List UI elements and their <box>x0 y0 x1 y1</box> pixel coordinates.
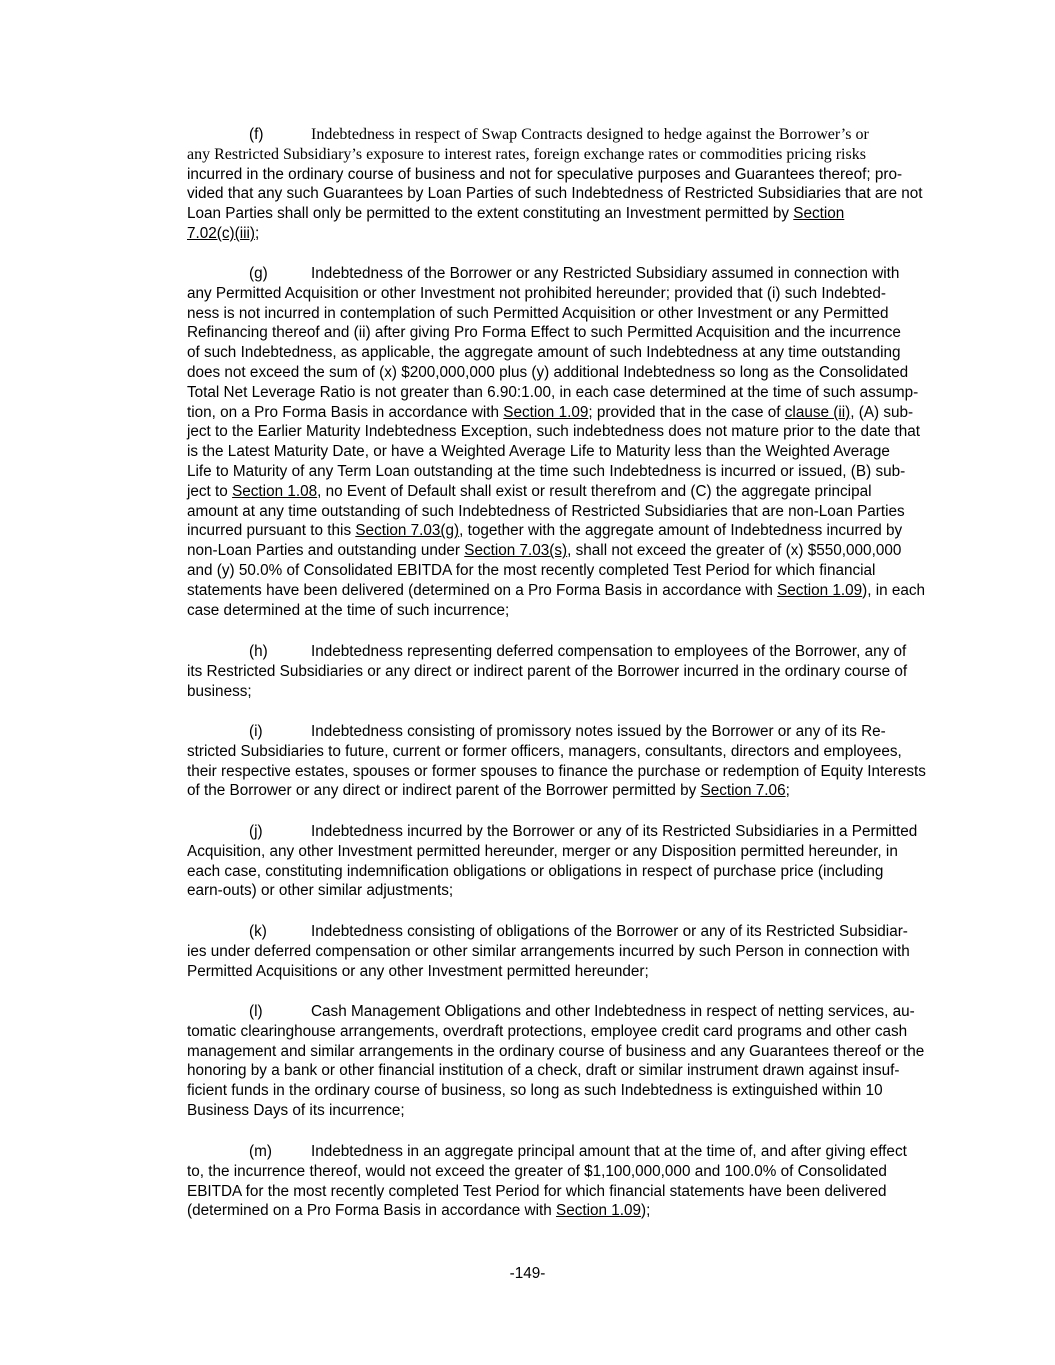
section-ref-link[interactable]: 7.02(c)(iii) <box>187 224 255 242</box>
paragraph-h-text-2: its Restricted Subsidiaries or any direct or indirect parent of the Borrower incurred in the ordinary course of <box>187 662 908 680</box>
paragraph-h <box>187 642 932 701</box>
paragraph-g-text-17a: statements have been delivered (determined on a Pro Forma Basis in accordance with <box>187 581 778 599</box>
paragraph-i <box>187 722 932 801</box>
section-ref-link[interactable]: Section 1.09 <box>556 1202 642 1220</box>
paragraph-i-text-4b: ; <box>785 782 790 800</box>
paragraph-l-text-4: honoring by a bank or other financial institution of a check, draft or similar instrument drawn against insuf- <box>187 1062 900 1080</box>
paragraph-m-text-4b: ); <box>641 1202 651 1220</box>
paragraph-g-text-4: Refinancing thereof and (ii) after giving Pro Forma Effect to such Permitted Acquisition and the incurrence <box>187 324 901 342</box>
paragraph-i-text-1: Indebtedness consisting of promissory notes issued by the Borrower or any of its Re- <box>311 723 886 740</box>
paragraph-g <box>187 264 932 620</box>
paragraph-f-label: (f) <box>249 126 264 143</box>
paragraph-g-text-12b: , no Event of Default shall exist or result therefrom and (C) the aggregate principal <box>317 482 872 500</box>
paragraph-l-text-5: ficient funds in the ordinary course of business, so long as such Indebtedness is extinguished within 10 <box>187 1082 883 1100</box>
paragraph-k <box>187 922 932 981</box>
paragraph-m-text-2: to, the incurrence thereof, would not exceed the greater of $1,100,000,000 and 100.0% of Consolidated <box>187 1162 887 1180</box>
paragraph-f-text-3: incurred in the ordinary course of business and not for speculative purposes and Guarantees thereof; pro- <box>187 165 903 183</box>
clause-ref-link[interactable]: clause (ii) <box>784 403 851 421</box>
punctuation: ; <box>255 224 260 242</box>
section-ref-link[interactable]: Section 7.06 <box>700 782 786 800</box>
paragraph-m <box>187 1142 932 1221</box>
section-ref-link[interactable]: Section 7.03(g) <box>355 522 460 540</box>
paragraph-g-text-14a: incurred pursuant to this <box>187 522 356 540</box>
paragraph-l-text-1: Cash Management Obligations and other Indebtedness in respect of netting services, au- <box>311 1003 915 1020</box>
section-ref-link[interactable]: Section 1.09 <box>503 403 589 421</box>
paragraph-j-label: (j) <box>249 823 263 840</box>
paragraph-f-text-5: Loan Parties shall only be permitted to the extent constituting an Investment permitted by <box>187 205 794 223</box>
paragraph-g-text-7: Total Net Leverage Ratio is not greater than 6.90:1.00, in each case determined at the time of such assump- <box>187 383 919 401</box>
paragraph-m-text-1: Indebtedness in an aggregate principal amount that at the time of, and after giving effect <box>311 1143 907 1160</box>
paragraph-g-text-17b: ), in each <box>862 581 926 599</box>
paragraph-g-text-8c: , (A) sub- <box>850 403 914 421</box>
paragraph-l <box>187 1002 932 1121</box>
paragraph-h-text-1: Indebtedness representing deferred compensation to employees of the Borrower, any of <box>311 643 907 660</box>
paragraph-g-text-6: does not exceed the sum of (x) $200,000,000 plus (y) additional Indebtedness so long as the Consolidated <box>187 363 909 381</box>
paragraph-l-text-6: Business Days of its incurrence; <box>187 1101 405 1119</box>
paragraph-f-text-1: Indebtedness in respect of Swap Contracts designed to hedge against the Borrower’s or <box>311 126 869 143</box>
paragraph-i-label: (i) <box>249 723 263 740</box>
paragraph-g-text-12a: ject to <box>187 482 233 500</box>
section-ref-link[interactable]: Section 7.03(s) <box>464 542 568 560</box>
paragraph-j-text-4: earn-outs) or other similar adjustments; <box>187 882 454 900</box>
paragraph-g-text-5: of such Indebtedness, as applicable, the aggregate amount of such Indebtedness at any time outstanding <box>187 344 901 362</box>
paragraph-m-text-3: EBITDA for the most recently completed Test Period for which financial statements have been delivered <box>187 1182 887 1200</box>
paragraph-g-label: (g) <box>249 265 268 282</box>
paragraph-h-label: (h) <box>249 643 268 660</box>
paragraph-m-text-4a: (determined on a Pro Forma Basis in accordance with <box>187 1202 556 1220</box>
paragraph-f <box>187 125 932 244</box>
paragraph-j-text-1: Indebtedness incurred by the Borrower or any of its Restricted Subsidiaries in a Permitted <box>311 823 918 840</box>
paragraph-g-text-16: and (y) 50.0% of Consolidated EBITDA for the most recently completed Test Period for which financial <box>187 561 876 579</box>
paragraph-g-text-15a: non-Loan Parties and outstanding under <box>187 542 465 560</box>
page-number: -149- <box>509 1265 546 1282</box>
paragraph-g-text-15b: , shall not exceed the greater of (x) $550,000,000 <box>567 542 902 560</box>
paragraph-g-text-14b: , together with the aggregate amount of Indebtedness incurred by <box>459 522 903 540</box>
paragraph-g-text-3: ness is not incurred in contemplation of such Permitted Acquisition or other Investment or any Permitted <box>187 304 889 322</box>
paragraph-f-text-2: any Restricted Subsidiary’s exposure to interest rates, foreign exchange rates or commodities pricing risks <box>187 145 866 163</box>
paragraph-g-text-10: is the Latest Maturity Date, or have a Weighted Average Life to Maturity less than the Weighted Average <box>187 443 890 461</box>
paragraph-g-text-11: Life to Maturity of any Term Loan outstanding at the time such Indebtedness is incurred or issued, (B) sub- <box>187 462 906 480</box>
paragraph-g-text-9: ject to the Earlier Maturity Indebtedness Exception, such indebtedness does not mature prior to the date that <box>187 423 920 441</box>
paragraph-j-text-2: Acquisition, any other Investment permitted hereunder, merger or any Disposition permitted hereunder, in <box>187 842 898 860</box>
paragraph-h-text-3: business; <box>187 682 252 700</box>
paragraph-g-text-8b: ; provided that in the case of <box>588 403 785 421</box>
paragraph-l-text-2: tomatic clearinghouse arrangements, overdraft protections, employee credit card programs and other cash <box>187 1022 908 1040</box>
paragraph-g-text-2: any Permitted Acquisition or other Investment not prohibited hereunder; provided that (i) such Indebted- <box>187 284 886 302</box>
paragraph-j-text-3: each case, constituting indemnification obligations or obligations in respect of purchase price (including <box>187 862 884 880</box>
paragraph-j <box>187 822 932 901</box>
section-ref-link[interactable]: Section 1.08 <box>232 482 318 500</box>
paragraph-k-text-2: ies under deferred compensation or other similar arrangements incurred by such Person in connection with <box>187 942 910 960</box>
paragraph-g-text-1: Indebtedness of the Borrower or any Restricted Subsidiary assumed in connection with <box>311 265 900 282</box>
paragraph-k-text-3: Permitted Acquisitions or any other Investment permitted hereunder; <box>187 962 649 980</box>
paragraph-i-text-3: their respective estates, spouses or former spouses to finance the purchase or redemption of Equity Interests <box>187 762 926 780</box>
paragraph-k-text-1: Indebtedness consisting of obligations of the Borrower or any of its Restricted Subsidiar- <box>311 923 908 940</box>
paragraph-g-text-8a: tion, on a Pro Forma Basis in accordance with <box>187 403 504 421</box>
paragraph-i-text-2: stricted Subsidiaries to future, current or former officers, managers, consultants, directors and employees, <box>187 742 902 760</box>
paragraph-g-text-13: amount at any time outstanding of such Indebtedness of Restricted Subsidiaries that are non-Loan Parties <box>187 502 905 520</box>
section-ref-link[interactable]: Section <box>793 205 845 223</box>
paragraph-i-text-4a: of the Borrower or any direct or indirect parent of the Borrower permitted by <box>187 782 701 800</box>
paragraph-l-text-3: management and similar arrangements in the ordinary course of business and any Guarantees thereof or the <box>187 1042 925 1060</box>
section-ref-link[interactable]: Section 1.09 <box>777 581 863 599</box>
paragraph-g-text-18: case determined at the time of such incurrence; <box>187 601 510 619</box>
paragraph-l-label: (l) <box>249 1003 263 1020</box>
paragraph-m-label: (m) <box>249 1143 272 1160</box>
paragraph-f-text-4: vided that any such Guarantees by Loan Parties of such Indebtedness of Restricted Subsidiaries that are not <box>187 185 923 203</box>
paragraph-k-label: (k) <box>249 923 267 940</box>
